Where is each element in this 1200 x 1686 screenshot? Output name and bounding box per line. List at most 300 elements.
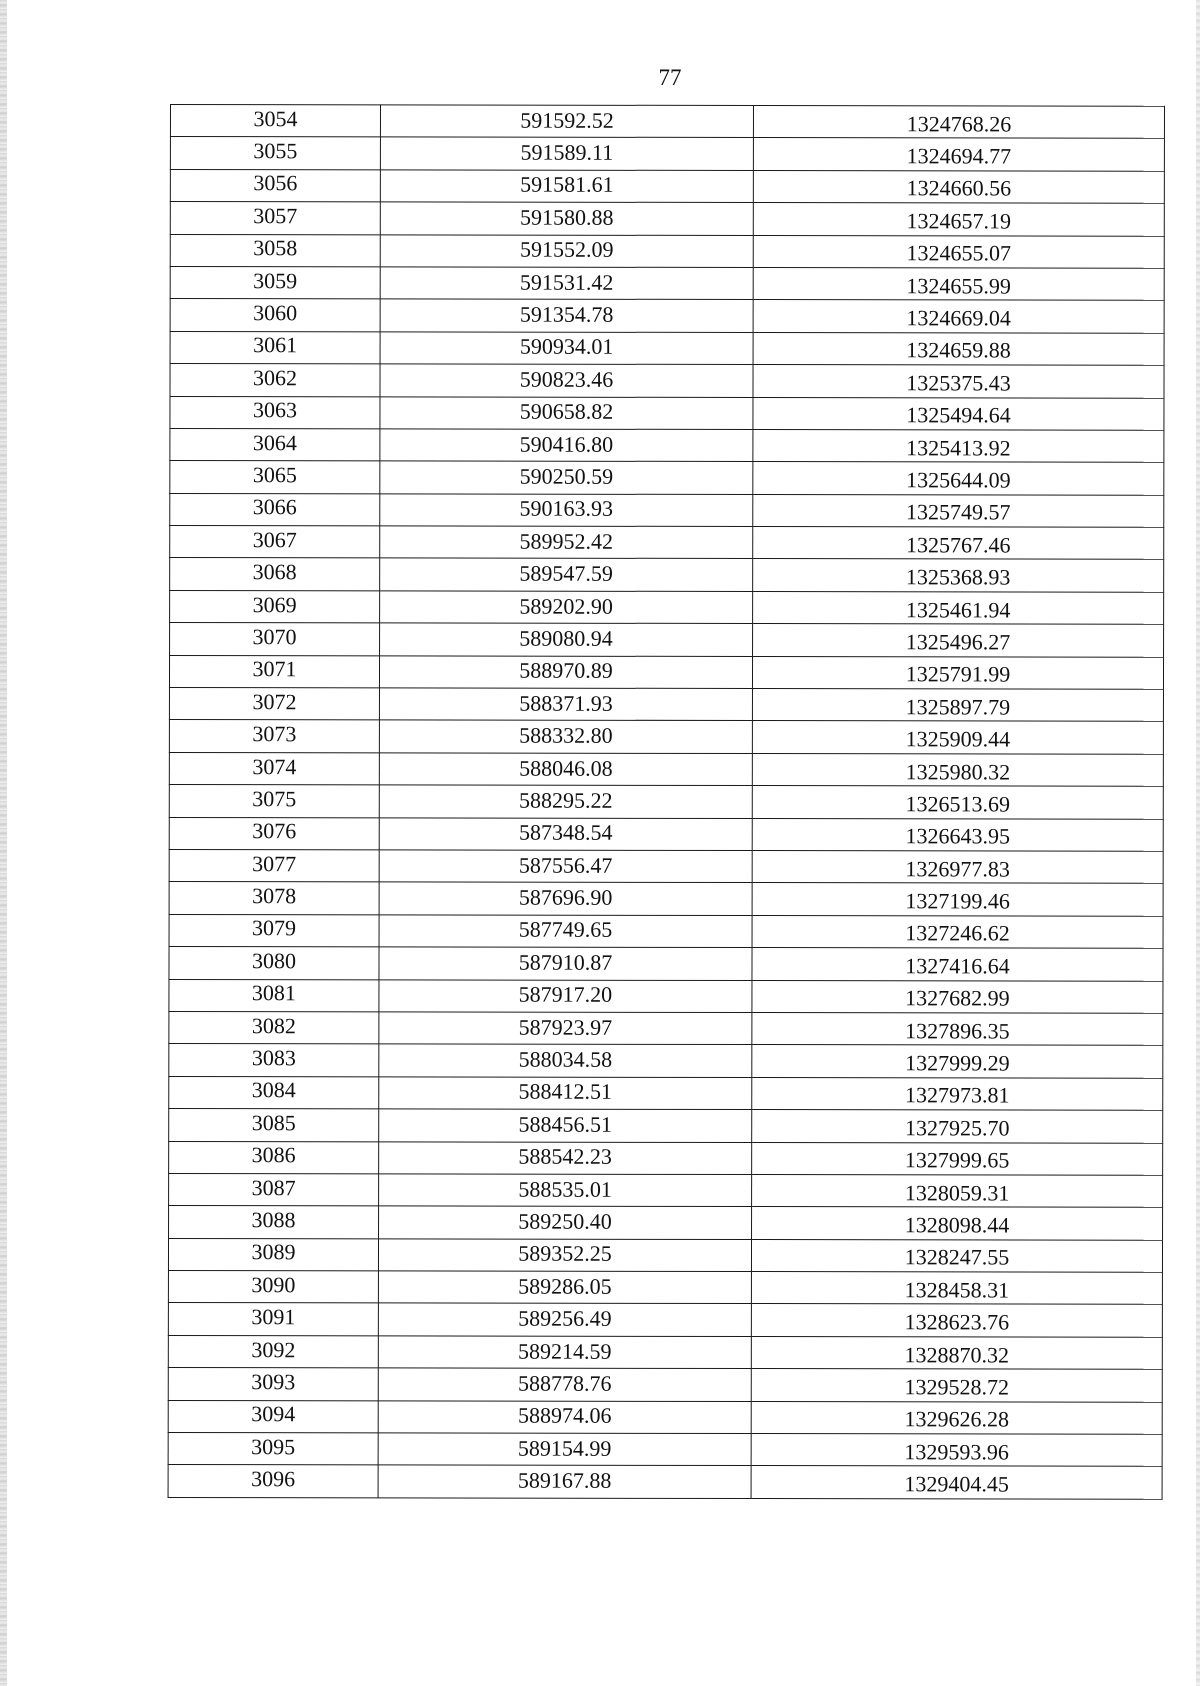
y-coordinate-cell-text: 1328458.31 [904, 1277, 1010, 1303]
table-row [169, 947, 1163, 981]
x-coordinate-cell [380, 494, 753, 527]
table-row [170, 169, 1164, 203]
x-coordinate-cell-text: 589352.25 [518, 1240, 612, 1267]
x-coordinate-cell [378, 1303, 751, 1336]
table-row [170, 396, 1164, 430]
x-coordinate-cell-text: 588456.51 [518, 1111, 612, 1137]
x-coordinate-cell [378, 1239, 751, 1272]
y-coordinate-cell-text: 1324694.77 [906, 143, 1012, 169]
table-row [170, 105, 1164, 139]
x-coordinate-cell [379, 1044, 752, 1077]
point-number-cell-text: 3065 [252, 462, 297, 488]
y-coordinate-cell [753, 397, 1164, 430]
point-number-cell-text: 3095 [251, 1433, 296, 1459]
y-coordinate-cell-text: 1327682.99 [905, 985, 1010, 1011]
point-number-cell [168, 1368, 378, 1401]
x-coordinate-cell-text: 590250.59 [519, 463, 614, 489]
y-coordinate-cell-text: 1329404.45 [904, 1471, 1009, 1497]
y-coordinate-cell [753, 494, 1164, 527]
y-coordinate-cell [753, 170, 1164, 203]
y-coordinate-cell-text: 1326643.95 [905, 823, 1010, 849]
y-coordinate-cell [751, 1272, 1162, 1305]
y-coordinate-cell [753, 235, 1164, 268]
point-number-cell-text: 3057 [253, 203, 298, 229]
x-coordinate-cell-text: 587749.65 [518, 917, 613, 943]
table-row [169, 1044, 1163, 1078]
y-coordinate-cell [753, 429, 1164, 462]
table-row [170, 299, 1164, 333]
x-coordinate-cell [380, 137, 753, 170]
table-row [169, 1076, 1163, 1110]
y-coordinate-cell-text: 1327999.65 [904, 1147, 1010, 1173]
y-coordinate-cell-text: 1324655.07 [906, 240, 1012, 266]
x-coordinate-cell [378, 1271, 751, 1304]
x-coordinate-cell [380, 591, 753, 624]
point-number-cell-text: 3069 [252, 591, 297, 617]
point-number-cell-text: 3062 [253, 364, 298, 391]
point-number-cell [170, 299, 380, 332]
x-coordinate-cell-text: 587923.97 [518, 1014, 613, 1040]
table-row [168, 1433, 1162, 1467]
x-coordinate-cell-text: 591531.42 [519, 269, 614, 295]
point-number-cell-text: 3092 [251, 1336, 296, 1362]
x-coordinate-cell-text: 589547.59 [519, 560, 613, 586]
point-number-cell-text: 3081 [251, 980, 296, 1006]
point-number-cell-text: 3079 [252, 915, 297, 941]
table-row [169, 752, 1163, 786]
point-number-cell [169, 882, 379, 915]
table-row [169, 688, 1163, 722]
point-number-cell [169, 1011, 379, 1044]
x-coordinate-cell-text: 588970.89 [519, 657, 613, 684]
point-number-cell [168, 1400, 378, 1433]
x-coordinate-cell [379, 656, 752, 689]
x-coordinate-cell-text: 588974.06 [517, 1402, 612, 1429]
y-coordinate-cell [752, 818, 1163, 851]
x-coordinate-cell-text: 590823.46 [519, 366, 614, 392]
y-coordinate-cell-text: 1329593.96 [904, 1438, 1009, 1465]
y-coordinate-cell [753, 624, 1164, 657]
y-coordinate-cell [753, 300, 1164, 333]
y-coordinate-cell-text: 1329528.72 [904, 1374, 1010, 1400]
scan-edge-right [1196, 0, 1200, 1686]
point-number-cell-text: 3083 [251, 1045, 296, 1071]
table-row [169, 817, 1163, 851]
y-coordinate-cell-text: 1325461.94 [905, 596, 1011, 623]
point-number-cell [170, 461, 380, 494]
y-coordinate-cell [752, 1012, 1163, 1045]
y-coordinate-cell-text: 1325494.64 [906, 402, 1011, 428]
y-coordinate-cell-text: 1324660.56 [906, 175, 1012, 201]
x-coordinate-cell [378, 1433, 751, 1466]
coordinates-table [168, 104, 1165, 1500]
x-coordinate-cell [380, 396, 753, 429]
table-row [168, 1335, 1162, 1369]
y-coordinate-cell [752, 721, 1163, 754]
point-number-cell [170, 396, 380, 429]
x-coordinate-cell [379, 850, 752, 883]
point-number-cell-text: 3063 [252, 397, 297, 423]
x-coordinate-cell [380, 332, 753, 365]
y-coordinate-cell [752, 689, 1163, 722]
point-number-cell [170, 137, 380, 170]
table-row [169, 720, 1163, 754]
point-number-cell-text: 3078 [252, 883, 297, 909]
y-coordinate-cell [751, 1239, 1162, 1272]
x-coordinate-cell [379, 817, 752, 850]
scan-edge-left [0, 0, 7, 1686]
x-coordinate-cell [379, 947, 752, 980]
y-coordinate-cell-text: 1328623.76 [904, 1309, 1010, 1335]
table-row [169, 1141, 1163, 1175]
point-number-cell-text: 3068 [252, 559, 297, 585]
point-number-cell [169, 1141, 379, 1174]
table-body [168, 105, 1164, 1500]
x-coordinate-cell-text: 588332.80 [519, 722, 613, 748]
table-row [170, 623, 1164, 657]
point-number-cell-text: 3070 [252, 624, 297, 650]
x-coordinate-cell [379, 1077, 752, 1110]
y-coordinate-cell [753, 106, 1164, 139]
point-number-cell-text: 3076 [252, 818, 297, 844]
point-number-cell [168, 1433, 378, 1466]
table-row [170, 202, 1164, 236]
x-coordinate-cell-text: 589167.88 [517, 1467, 612, 1493]
table-row [170, 590, 1164, 624]
x-coordinate-cell [378, 1465, 751, 1498]
y-coordinate-cell-text: 1325909.44 [905, 726, 1011, 752]
point-number-cell-text: 3094 [251, 1401, 296, 1427]
x-coordinate-cell-text: 590658.82 [519, 398, 614, 424]
y-coordinate-cell [752, 753, 1163, 786]
y-coordinate-cell-text: 1324659.88 [906, 337, 1011, 363]
table-row [169, 1206, 1163, 1240]
point-number-cell [170, 169, 380, 202]
table-row [168, 1271, 1162, 1305]
x-coordinate-cell-text: 589286.05 [518, 1273, 612, 1299]
y-coordinate-cell-text: 1327973.81 [904, 1082, 1010, 1108]
table-row [170, 461, 1164, 495]
point-number-cell-text: 3061 [253, 332, 298, 358]
x-coordinate-cell [380, 170, 753, 203]
table-row [170, 234, 1164, 268]
point-number-cell [170, 526, 380, 559]
point-number-cell [170, 590, 380, 623]
point-number-cell [169, 1206, 379, 1239]
y-coordinate-cell [752, 915, 1163, 948]
x-coordinate-cell [380, 558, 753, 591]
point-number-cell [170, 202, 380, 235]
y-coordinate-cell [751, 1336, 1162, 1369]
y-coordinate-cell [752, 656, 1163, 689]
point-number-cell [169, 1173, 379, 1206]
table-row [170, 364, 1164, 398]
x-coordinate-cell [379, 979, 752, 1012]
x-coordinate-cell [379, 1141, 752, 1174]
y-coordinate-cell-text: 1327246.62 [905, 920, 1010, 946]
y-coordinate-cell [753, 138, 1164, 171]
point-number-cell [169, 1044, 379, 1077]
x-coordinate-cell-text: 590416.80 [519, 431, 614, 457]
y-coordinate-cell [751, 1369, 1162, 1402]
point-number-cell-text: 3055 [253, 138, 298, 164]
x-coordinate-cell [379, 753, 752, 786]
x-coordinate-cell-text: 588542.23 [518, 1143, 612, 1169]
point-number-cell [168, 1303, 378, 1336]
y-coordinate-cell [752, 1207, 1163, 1240]
x-coordinate-cell-text: 589250.40 [518, 1208, 612, 1234]
point-number-cell-text: 3096 [251, 1466, 296, 1492]
point-number-cell-text: 3067 [252, 526, 297, 552]
point-number-cell-text: 3074 [252, 753, 297, 779]
table-row [168, 1400, 1162, 1434]
y-coordinate-cell [753, 203, 1164, 236]
y-coordinate-cell [751, 1434, 1162, 1467]
y-coordinate-cell [752, 1142, 1163, 1175]
point-number-cell-text: 3087 [251, 1174, 296, 1200]
point-number-cell-text: 3060 [253, 300, 298, 326]
y-coordinate-cell [751, 1401, 1162, 1434]
point-number-cell-text: 3085 [251, 1109, 296, 1136]
point-number-cell [170, 105, 380, 138]
y-coordinate-cell [752, 1077, 1163, 1110]
point-number-cell-text: 3058 [253, 235, 298, 261]
point-number-cell [168, 1465, 378, 1498]
point-number-cell [169, 720, 379, 753]
point-number-cell-text: 3072 [252, 688, 297, 714]
point-number-cell [169, 785, 379, 818]
y-coordinate-cell-text: 1328870.32 [904, 1341, 1010, 1367]
x-coordinate-cell-text: 587917.20 [518, 981, 613, 1008]
y-coordinate-cell-text: 1325368.93 [905, 564, 1011, 590]
table-row [168, 1303, 1162, 1337]
y-coordinate-cell-text: 1328247.55 [904, 1244, 1010, 1270]
table-row [170, 137, 1164, 171]
x-coordinate-cell [379, 785, 752, 818]
y-coordinate-cell [753, 559, 1164, 592]
x-coordinate-cell [380, 105, 753, 138]
point-number-cell [169, 688, 379, 721]
y-coordinate-cell-text: 1325644.09 [906, 467, 1011, 493]
x-coordinate-cell-text: 588412.51 [518, 1079, 613, 1105]
x-coordinate-cell [379, 720, 752, 753]
table-row [168, 1465, 1162, 1499]
x-coordinate-cell [379, 882, 752, 915]
y-coordinate-cell-text: 1325749.57 [906, 499, 1011, 525]
point-number-cell [169, 914, 379, 947]
x-coordinate-cell-text: 591354.78 [519, 301, 614, 327]
y-coordinate-cell [753, 267, 1164, 300]
x-coordinate-cell-text: 587348.54 [518, 819, 613, 846]
y-coordinate-cell [751, 1466, 1162, 1499]
table-row [168, 1238, 1162, 1272]
point-number-cell-text: 3066 [252, 494, 297, 520]
y-coordinate-cell-text: 1324655.99 [906, 272, 1011, 299]
y-coordinate-cell-text: 1328059.31 [904, 1179, 1010, 1206]
x-coordinate-cell-text: 587910.87 [518, 949, 613, 975]
x-coordinate-cell-text: 591552.09 [519, 236, 614, 263]
table-row [170, 493, 1164, 527]
x-coordinate-cell [380, 234, 753, 267]
point-number-cell-text: 3054 [253, 105, 298, 131]
y-coordinate-cell-text: 1327925.70 [904, 1115, 1010, 1141]
table-row [170, 558, 1164, 592]
point-number-cell [169, 979, 379, 1012]
table-row [170, 526, 1164, 560]
point-number-cell [170, 331, 380, 364]
point-number-cell-text: 3075 [252, 786, 297, 812]
table-row [170, 428, 1164, 462]
point-number-cell [170, 623, 380, 656]
point-number-cell-text: 3064 [252, 429, 297, 455]
x-coordinate-cell-text: 588034.58 [518, 1046, 613, 1072]
table-row [169, 1173, 1163, 1207]
y-coordinate-cell [752, 948, 1163, 981]
y-coordinate-cell [752, 883, 1163, 916]
y-coordinate-cell [751, 1304, 1162, 1337]
point-number-cell-text: 3093 [251, 1369, 296, 1395]
point-number-cell-text: 3073 [252, 721, 297, 747]
point-number-cell [169, 817, 379, 850]
point-number-cell-text: 3056 [253, 170, 298, 196]
y-coordinate-cell-text: 1327999.29 [905, 1050, 1010, 1076]
y-coordinate-cell [753, 591, 1164, 624]
x-coordinate-cell-text: 588295.22 [519, 787, 613, 813]
x-coordinate-cell-text: 587696.90 [518, 884, 613, 910]
y-coordinate-cell-text: 1325375.43 [906, 370, 1011, 396]
x-coordinate-cell [379, 915, 752, 948]
x-coordinate-cell-text: 591592.52 [520, 107, 614, 133]
x-coordinate-cell-text: 591589.11 [520, 139, 614, 165]
y-coordinate-cell-text: 1327199.46 [905, 888, 1010, 914]
x-coordinate-cell [378, 1368, 751, 1401]
x-coordinate-cell-text: 589952.42 [519, 528, 614, 554]
point-number-cell [169, 947, 379, 980]
point-number-cell [170, 493, 380, 526]
point-number-cell-text: 3080 [251, 947, 297, 974]
y-coordinate-cell [753, 527, 1164, 560]
y-coordinate-cell [752, 1174, 1163, 1207]
x-coordinate-cell [380, 526, 753, 559]
y-coordinate-cell [752, 980, 1163, 1013]
point-number-cell [169, 1076, 379, 1109]
y-coordinate-cell [752, 851, 1163, 884]
y-coordinate-cell-text: 1327416.64 [905, 953, 1010, 979]
point-number-cell [168, 1271, 378, 1304]
y-coordinate-cell [752, 1110, 1163, 1143]
point-number-cell [168, 1335, 378, 1368]
x-coordinate-cell-text: 589080.94 [519, 625, 613, 651]
x-coordinate-cell-text: 590163.93 [519, 495, 614, 522]
x-coordinate-cell [379, 1206, 752, 1239]
x-coordinate-cell-text: 591581.61 [520, 172, 614, 198]
y-coordinate-cell-text: 1324657.19 [906, 208, 1012, 234]
y-coordinate-cell-text: 1328098.44 [904, 1212, 1010, 1238]
y-coordinate-cell-text: 1325413.92 [906, 434, 1011, 461]
x-coordinate-cell [378, 1400, 751, 1433]
point-number-cell-text: 3086 [251, 1142, 296, 1168]
x-coordinate-cell [380, 267, 753, 300]
x-coordinate-cell [380, 461, 753, 494]
x-coordinate-cell-text: 589256.49 [518, 1305, 612, 1331]
table-row [169, 914, 1163, 948]
point-number-cell [169, 1109, 379, 1142]
point-number-cell [170, 428, 380, 461]
point-number-cell-text: 3084 [251, 1077, 296, 1103]
x-coordinate-cell-text: 588046.08 [519, 755, 613, 781]
y-coordinate-cell-text: 1325767.46 [905, 532, 1011, 558]
y-coordinate-cell-text: 1327896.35 [905, 1017, 1010, 1044]
y-coordinate-cell-text: 1324768.26 [906, 110, 1012, 137]
point-number-cell-text: 3091 [251, 1304, 296, 1330]
table-row [169, 1011, 1163, 1045]
x-coordinate-cell-text: 588535.01 [518, 1176, 612, 1202]
x-coordinate-cell-text: 590934.01 [519, 334, 614, 360]
y-coordinate-cell-text: 1326513.69 [905, 791, 1011, 817]
x-coordinate-cell-text: 591580.88 [520, 204, 614, 230]
table-row [169, 785, 1163, 819]
y-coordinate-cell-text: 1326977.83 [905, 855, 1010, 882]
y-coordinate-cell-text: 1325496.27 [905, 629, 1011, 655]
x-coordinate-cell [380, 364, 753, 397]
point-number-cell-text: 3059 [253, 267, 298, 293]
table-row [170, 266, 1164, 300]
y-coordinate-cell-text: 1325897.79 [905, 694, 1011, 720]
point-number-cell [169, 655, 379, 688]
y-coordinate-cell [753, 462, 1164, 495]
point-number-cell-text: 3088 [251, 1207, 296, 1233]
y-coordinate-cell-text: 1325980.32 [905, 758, 1011, 784]
table-row [168, 1368, 1162, 1402]
y-coordinate-cell-text: 1324669.04 [906, 305, 1011, 331]
x-coordinate-cell [380, 202, 753, 235]
x-coordinate-cell [380, 623, 753, 656]
y-coordinate-cell-text: 1329626.28 [904, 1406, 1009, 1432]
point-number-cell [170, 558, 380, 591]
table-row [170, 331, 1164, 365]
x-coordinate-cell-text: 587556.47 [518, 852, 613, 878]
x-coordinate-cell [380, 429, 753, 462]
point-number-cell [170, 266, 380, 299]
y-coordinate-cell-text: 1325791.99 [905, 661, 1011, 687]
x-coordinate-cell-text: 589214.59 [518, 1338, 612, 1364]
y-coordinate-cell [753, 332, 1164, 365]
x-coordinate-cell-text: 588371.93 [519, 690, 613, 716]
y-coordinate-cell [752, 786, 1163, 819]
y-coordinate-cell [753, 365, 1164, 398]
table-row [169, 655, 1163, 689]
x-coordinate-cell [379, 1012, 752, 1045]
point-number-cell [169, 849, 379, 882]
x-coordinate-cell [378, 1336, 751, 1369]
table-row [169, 979, 1163, 1013]
y-coordinate-cell [752, 1045, 1163, 1078]
point-number-cell-text: 3090 [251, 1271, 296, 1297]
point-number-cell-text: 3082 [251, 1012, 296, 1038]
x-coordinate-cell [379, 1174, 752, 1207]
point-number-cell [170, 364, 380, 397]
x-coordinate-cell-text: 589202.90 [519, 593, 613, 619]
x-coordinate-cell [379, 688, 752, 721]
point-number-cell-text: 3089 [251, 1239, 296, 1265]
table-row [169, 849, 1163, 883]
x-coordinate-cell [380, 299, 753, 332]
point-number-cell [169, 752, 379, 785]
point-number-cell [170, 234, 380, 267]
x-coordinate-cell [379, 1109, 752, 1142]
table-row [169, 882, 1163, 916]
point-number-cell-text: 3077 [252, 850, 297, 876]
